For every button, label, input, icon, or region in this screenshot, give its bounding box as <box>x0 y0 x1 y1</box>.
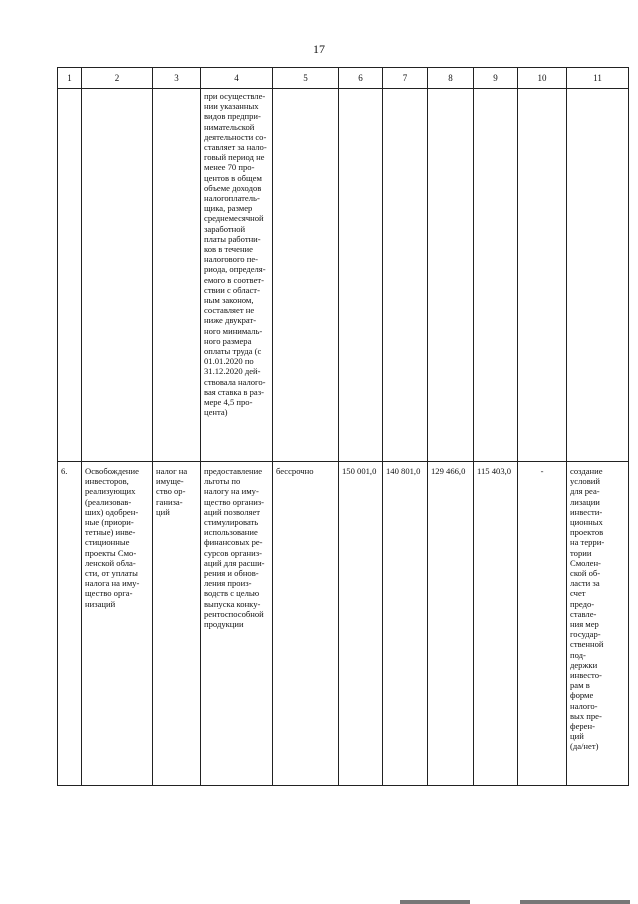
text-line: финансовых ре- <box>204 537 263 548</box>
text-line: проектов <box>570 527 604 538</box>
text-line: инвесторов, <box>85 476 129 487</box>
text-line: имуще- <box>156 476 184 487</box>
text-line: щество организ- <box>204 496 265 507</box>
text-line: емого в соответ- <box>204 274 265 285</box>
text-line: ганиза- <box>156 496 183 507</box>
text-line: инвести- <box>570 506 603 517</box>
table-cell <box>153 89 201 462</box>
column-number: 11 <box>567 68 629 89</box>
column-number: 5 <box>273 68 339 89</box>
row-number-cell: 6. <box>58 462 82 786</box>
value-cell: 150 001,0 <box>339 462 383 786</box>
text-line: видов предпри- <box>204 111 261 122</box>
table-cell <box>82 89 153 462</box>
text-line: деятельности со- <box>204 131 267 142</box>
text-line: счет <box>570 588 586 599</box>
text-line: использование <box>204 527 258 538</box>
text-line: государ- <box>570 629 601 640</box>
value-cell: 140 801,0 <box>383 462 428 786</box>
text-line: сурсов организ- <box>204 547 262 558</box>
text-line: тории <box>570 547 592 558</box>
text-line: тетные) инве- <box>85 527 136 538</box>
text-line: предо- <box>570 598 595 609</box>
text-line: платы работни- <box>204 233 261 244</box>
column-number: 3 <box>153 68 201 89</box>
value-cell: 115 403,0 <box>474 462 518 786</box>
text-line: ным законом, <box>204 295 254 306</box>
text-line: налогоплатель- <box>204 193 260 204</box>
text-line: ших) одобрен- <box>85 506 139 517</box>
text-line: менее 70 про- <box>204 162 255 173</box>
table-cell <box>383 89 428 462</box>
text-line: низаций <box>85 598 116 609</box>
text-line: 31.12.2020 дей- <box>204 366 261 377</box>
page-number: 17 <box>313 42 325 56</box>
text-line: ного размера <box>204 335 252 346</box>
text-line: выпуска конку- <box>204 598 261 609</box>
text-line: ния мер <box>570 619 599 630</box>
column-number: 4 <box>201 68 273 89</box>
text-line: ционных <box>570 517 603 528</box>
tax-type-cell <box>153 462 201 786</box>
text-line: рам в <box>570 680 590 691</box>
scan-edge-mark <box>520 900 630 904</box>
text-line: мере 4,5 про- <box>204 397 253 408</box>
text-line: ций <box>156 506 170 517</box>
text-line: налого- <box>570 700 598 711</box>
text-line: заработной <box>204 223 246 234</box>
text-line: ления произ- <box>204 578 252 589</box>
text-line: реализующих <box>85 486 136 497</box>
text-line: вых пре- <box>570 710 602 721</box>
text-line: цента) <box>204 407 228 418</box>
text-line: ниже двукрат- <box>204 315 257 326</box>
value-cell: 129 466,0 <box>428 462 474 786</box>
text-line: на терри- <box>570 537 605 548</box>
table-cell <box>518 89 567 462</box>
text-line: объеме доходов <box>204 182 262 193</box>
continuation-text-cell <box>201 89 273 462</box>
text-line: стимулировать <box>204 517 259 528</box>
table-cell <box>339 89 383 462</box>
text-line: центов в общем <box>204 172 262 183</box>
text-line: налогу на иму- <box>204 486 259 497</box>
text-line: ные (приори- <box>85 517 134 528</box>
text-line: говый период не <box>204 152 265 163</box>
text-line: под- <box>570 649 586 660</box>
text-line: нии указанных <box>204 101 259 112</box>
column-number: 2 <box>82 68 153 89</box>
text-line: оплаты труда (с <box>204 346 262 357</box>
text-line: рентоспособной <box>204 608 264 619</box>
text-line: аций позволяет <box>204 506 261 517</box>
table-cell <box>273 89 339 462</box>
text-line: проекты Смо- <box>85 547 137 558</box>
text-line: составляет не <box>204 305 255 316</box>
text-line: налога на иму- <box>85 578 140 589</box>
table-cell <box>58 89 82 462</box>
text-line: рения и обнов- <box>204 568 259 579</box>
text-line: ставляет за нало- <box>204 142 267 153</box>
column-number: 7 <box>383 68 428 89</box>
table-row-continuation <box>58 89 629 462</box>
text-line: держки <box>570 659 598 670</box>
text-line: вая ставка в раз- <box>204 386 264 397</box>
column-number: 1 <box>58 68 82 89</box>
text-line: налог на <box>156 466 188 476</box>
text-line: ков в течение <box>204 244 253 255</box>
text-line: предоставление <box>204 466 263 476</box>
text-line: условий <box>570 476 600 487</box>
text-line: лизации <box>570 496 600 507</box>
scan-edge-mark <box>400 900 470 904</box>
tax-benefits-table <box>57 67 629 786</box>
value-cell: - <box>518 462 567 786</box>
table-row-6 <box>58 462 629 786</box>
text-line: ственной <box>570 639 604 650</box>
text-line: ласти за <box>570 578 600 589</box>
table-cell <box>567 89 629 462</box>
column-number: 10 <box>518 68 567 89</box>
column-number-row <box>58 68 629 89</box>
term-cell: бессрочно <box>273 462 339 786</box>
text-line: Смолен- <box>570 557 601 568</box>
text-line: ций <box>570 731 584 742</box>
table-cell <box>474 89 518 462</box>
text-line: 01.01.2020 по <box>204 356 254 367</box>
text-line: ствовала налого- <box>204 376 266 387</box>
text-line: аций для расши- <box>204 557 265 568</box>
table-cell <box>428 89 474 462</box>
text-line: ставле- <box>570 608 597 619</box>
text-line: сти, от уплаты <box>85 568 138 579</box>
column-number: 8 <box>428 68 474 89</box>
text-line: Освобождение <box>85 466 139 476</box>
text-line: для реа- <box>570 486 600 497</box>
text-line: создание <box>570 466 603 476</box>
text-line: при осуществле- <box>204 91 266 101</box>
text-line: продукции <box>204 619 244 630</box>
text-line: ство ор- <box>156 486 186 497</box>
text-line: (реализовав- <box>85 496 132 507</box>
text-line: щика, размер <box>204 203 253 214</box>
text-line: водств с целью <box>204 588 260 599</box>
text-line: щество орга- <box>85 588 133 599</box>
text-line: налогового пе- <box>204 254 259 265</box>
text-line: нимательской <box>204 121 255 132</box>
benefit-name-cell <box>82 462 153 786</box>
text-line: ской об- <box>570 568 601 579</box>
text-line: инвесто- <box>570 670 602 681</box>
text-line: ферен- <box>570 721 595 732</box>
text-line: среднемесячной <box>204 213 264 224</box>
text-line: форме <box>570 690 594 701</box>
text-line: (да/нет) <box>570 741 599 752</box>
text-line: ствии с област- <box>204 284 260 295</box>
text-line: ленской обла- <box>85 557 136 568</box>
expected-result-cell <box>567 462 629 786</box>
text-line: стиционные <box>85 537 130 548</box>
benefit-goal-cell <box>201 462 273 786</box>
column-number: 6 <box>339 68 383 89</box>
text-line: риода, определя- <box>204 264 266 275</box>
text-line: льготы по <box>204 476 241 487</box>
text-line: ного минималь- <box>204 325 263 336</box>
column-number: 9 <box>474 68 518 89</box>
